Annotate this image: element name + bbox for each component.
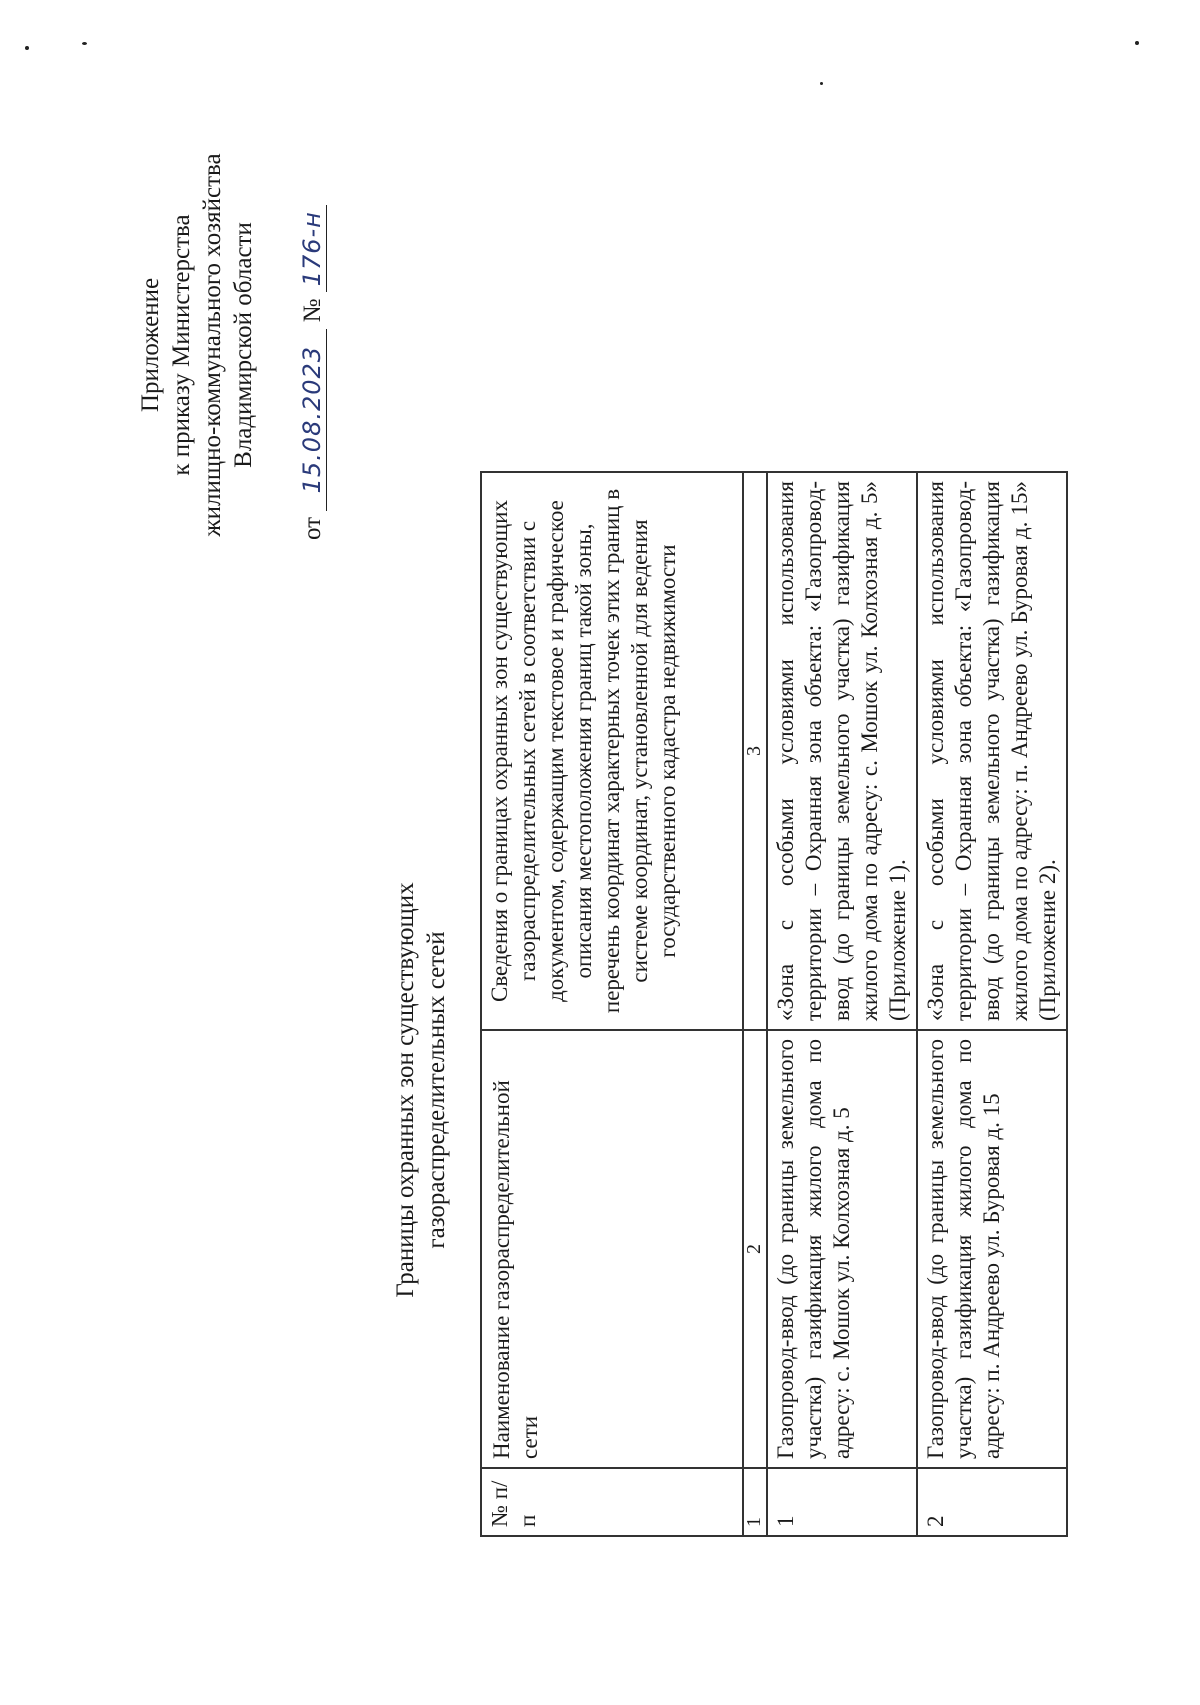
order-number-handwritten: 176-н <box>298 205 327 292</box>
document-title <box>390 810 452 1370</box>
protection-zones-table <box>480 471 1068 1537</box>
header-network-name: Наименование газораспределительной сети <box>481 1030 743 1468</box>
appendix-region: Владимирской области <box>230 222 257 468</box>
appendix-ministry: жилищно-коммунального хозяйства <box>199 153 226 537</box>
appendix-header <box>135 125 259 565</box>
row-zone-info: «Зона с особыми условиями использования территории – Охранная зона объекта: «Газопровод-ввод (до границы земельного участка) газификация жилого дома по адресу: с. Мошок ул. Колхозная д. 5» (Приложение 1). <box>767 472 917 1030</box>
scan-speck <box>1135 41 1139 45</box>
order-from-label: от <box>299 516 326 540</box>
scan-speck <box>82 42 87 45</box>
scan-speck <box>820 82 823 85</box>
title-line-1: Границы охранных зон существующих <box>392 882 419 1298</box>
title-line-2: газораспределительных сетей <box>423 931 450 1249</box>
order-date-handwritten: 15.08.2023 <box>298 329 327 511</box>
scan-speck <box>25 46 29 50</box>
appendix-title: Приложение <box>137 277 164 413</box>
header-zone-info: Сведения о границах охранных зон существующих газораспределительных сетей в соответствии с документом, содержащим текстовое и графическое описания местоположения границ такой зоны, перечень координат характерных точек этих границ в системе координат, установленной для ведения государственного кадастра недвижимости <box>481 472 743 1030</box>
header-number: № п/п <box>481 1468 743 1536</box>
row-zone-info: «Зона с особыми условиями использования территории – Охранная зона объекта: «Газопровод-ввод (до границы земельного участка) газификация жилого дома по адресу: п. Андреево ул. Буровая д. 15» (Приложение 2). <box>917 472 1067 1030</box>
column-numbers-row <box>743 472 767 1536</box>
order-date-number <box>298 205 327 540</box>
order-number-label: № <box>299 298 326 323</box>
column-number-3: 3 <box>743 472 767 1030</box>
appendix-order-ref: к приказу Министерства <box>168 214 195 476</box>
column-number-1: 1 <box>743 1468 767 1536</box>
table-row <box>767 472 917 1536</box>
table-row <box>917 472 1067 1536</box>
row-number: 2 <box>917 1468 1067 1536</box>
row-network-name: Газопровод-ввод (до границы земельного участка) газификация жилого дома по адресу: п. Андреево ул. Буровая д. 15 <box>917 1030 1067 1468</box>
row-number: 1 <box>767 1468 917 1536</box>
column-number-2: 2 <box>743 1030 767 1468</box>
table-header-row <box>481 472 743 1536</box>
row-network-name: Газопровод-ввод (до границы земельного участка) газификация жилого дома по адресу: с. Мошок ул. Колхозная д. 5 <box>767 1030 917 1468</box>
